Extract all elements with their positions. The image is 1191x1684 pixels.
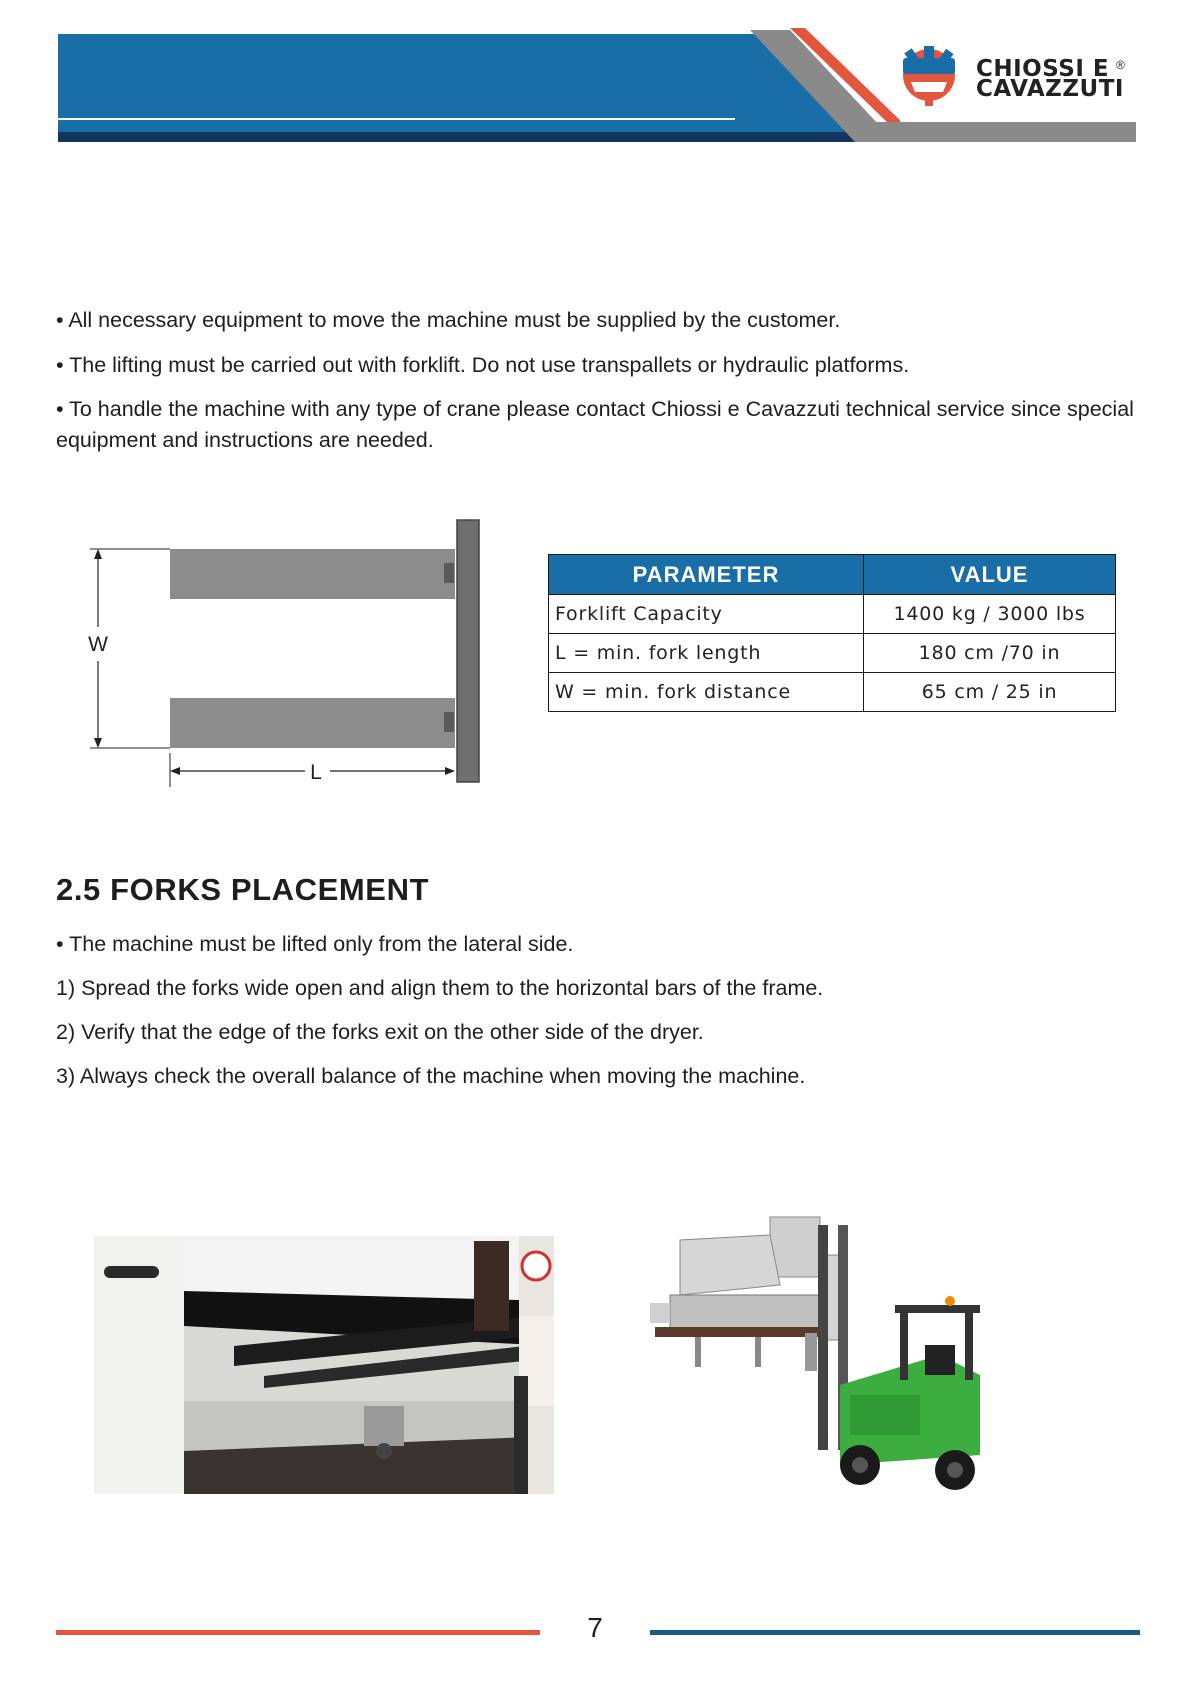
photo-forklift-lifting-dryer [650,1215,990,1505]
footer-rule-right [650,1630,1140,1635]
table-cell-value: 180 cm /70 in [864,634,1116,673]
section-item-1: • The machine must be lifted only from the lateral side. [56,932,574,956]
section-item-2: 1) Spread the forks wide open and align them to the horizontal bars of the frame. [56,976,824,1000]
table-row [549,673,1116,712]
w-arrow-down-icon [94,738,102,748]
photo-fork-tine [474,1241,509,1331]
header-navy-strip [58,132,866,142]
fork-upper [170,549,455,599]
table-cell-value: 1400 kg / 3000 lbs [864,595,1116,634]
page-number: 7 [587,1612,603,1643]
fork-lower [170,698,455,748]
l-arrow-left-icon [170,767,180,775]
table-cell-value: 65 cm / 25 in [864,673,1116,712]
table-row [549,595,1116,634]
table-header-row [549,555,1116,595]
w-arrow-up-icon [94,549,102,559]
logo-text-line1: CHIOSSI E [976,56,1110,82]
photo-forks-under-frame [94,1236,554,1494]
footer-rule-left [56,1630,540,1635]
section-item-3: 2) Verify that the edge of the forks exit on the other side of the dryer. [56,1020,704,1044]
photo-forklift-mast [818,1225,828,1450]
table-row [549,634,1116,673]
table-cell-parameter: W = min. fork distance [549,673,864,712]
table-cell-parameter: Forklift Capacity [549,595,864,634]
l-label: L [310,761,322,784]
fork-upper-clip [444,563,454,583]
fork-lower-clip [444,712,454,732]
table-header-parameter: PARAMETER [549,555,864,595]
section-title: 2.5 FORKS PLACEMENT [56,872,430,907]
l-arrow-right-icon [445,767,455,775]
fork-carriage-plate [457,520,479,782]
logo-text-line2: CAVAZZUTI [976,76,1124,102]
intro-item-2: • The lifting must be carried out with forklift. Do not use transpallets or hydraulic platforms. [56,353,910,377]
table-cell-parameter: L = min. fork length [549,634,864,673]
parameter-table [548,554,1116,712]
logo-registered-mark: ® [1116,58,1125,72]
table-header-value: VALUE [864,555,1116,595]
header-grey-base [860,122,1136,142]
intro-item-3: • To handle the machine with any type of crane please contact Chiossi e Cavazzuti technical service since special equipment and instructions are needed. [56,397,1134,452]
w-label: W [88,633,108,656]
fork-dimension-diagram [80,515,500,790]
intro-item-1: • All necessary equipment to move the machine must be supplied by the customer. [56,308,841,332]
section-item-4: 3) Always check the overall balance of the machine when moving the machine. [56,1064,806,1088]
header-blue-band [58,34,855,142]
